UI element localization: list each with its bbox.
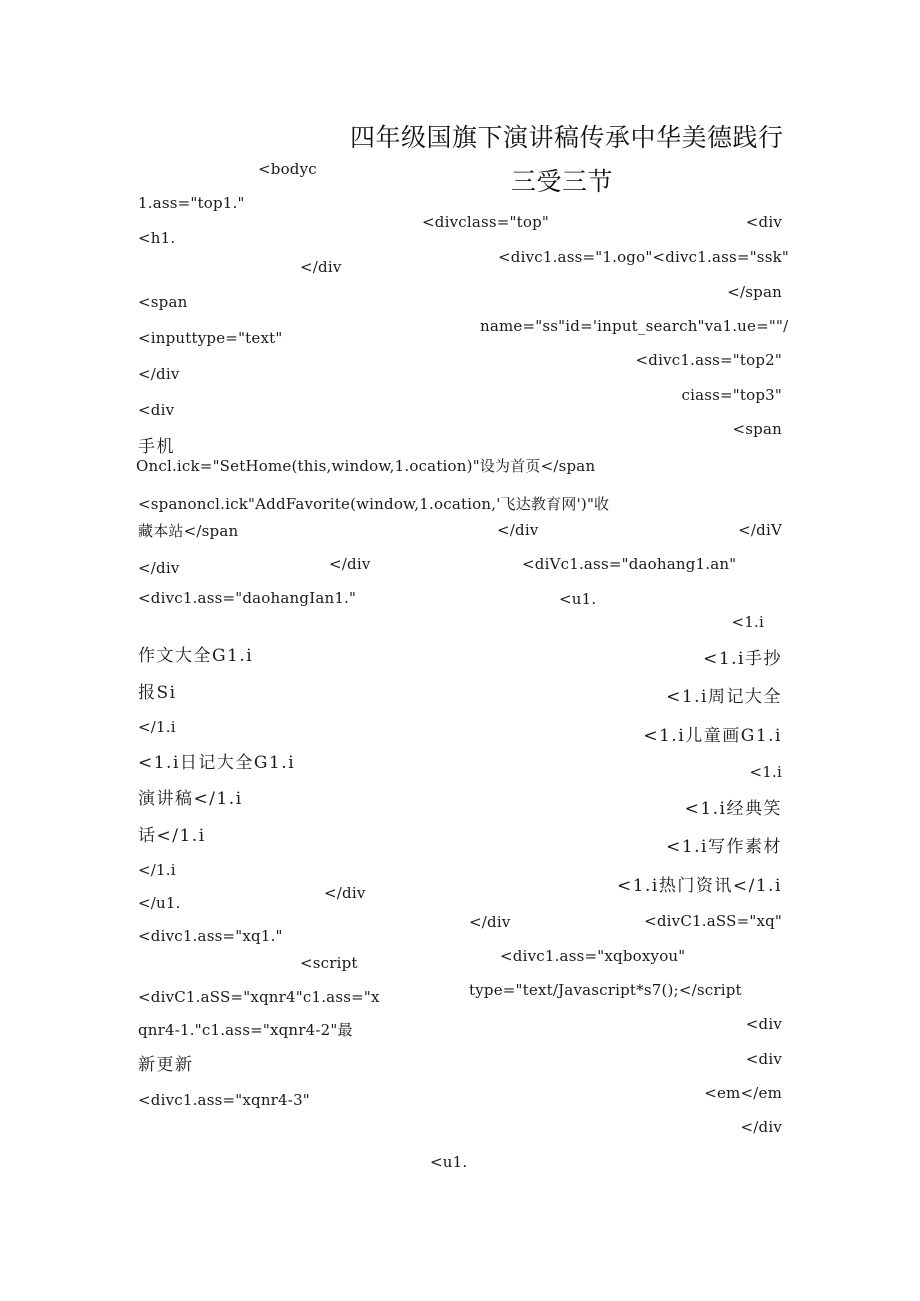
text-line: ciass="top3" — [681, 386, 782, 404]
text-line: <div — [745, 213, 782, 231]
text-line: <script — [300, 954, 358, 972]
text-line: <1.i — [731, 613, 764, 631]
text-line: </div — [497, 521, 539, 539]
text-line: <h1. — [138, 229, 176, 247]
text-line: qnr4-1."c1.ass="xqnr4-2"最 — [138, 1021, 353, 1039]
text-line: 手机 — [138, 437, 175, 457]
text-line: <div — [745, 1015, 782, 1033]
text-line: <divc1.ass="daohangIan1." — [138, 589, 357, 607]
text-line: </div — [300, 258, 342, 276]
title-line-1: 四年级国旗下演讲稿传承中华美德践行 — [350, 123, 784, 152]
text-line: 报Si — [138, 683, 177, 703]
text-line: 演讲稿</1.i — [138, 789, 243, 809]
text-line: <1.i — [749, 763, 782, 781]
text-line: <1.i儿童画G1.i — [643, 726, 782, 746]
text-line: <divC1.aSS="xq" — [644, 912, 782, 930]
text-line: <divc1.ass="xqnr4-3" — [138, 1091, 310, 1109]
text-line: </div — [138, 559, 180, 577]
text-line: <divc1.ass="1.ogo"<divc1.ass="ssk" — [498, 248, 789, 266]
text-line: <div — [138, 401, 175, 419]
text-line: 作文大全G1.i — [138, 646, 254, 666]
text-line: </div — [329, 555, 371, 573]
text-line: <inputtype="text" — [138, 329, 283, 347]
text-line: <divclass="top" — [422, 213, 550, 231]
text-line: 话</1.i — [138, 826, 206, 846]
text-line: <div — [745, 1050, 782, 1068]
text-line: <u1. — [430, 1153, 468, 1171]
text-line: </diV — [738, 521, 782, 539]
text-line: </div — [324, 884, 366, 902]
text-line: 1.ass="top1." — [138, 194, 245, 212]
text-line: <bodyc — [258, 160, 317, 178]
text-line: 新更新 — [138, 1055, 194, 1075]
text-line: <divc1.ass="top2" — [635, 351, 782, 369]
title-line-2: 三受三节 — [511, 167, 614, 196]
text-line: </span — [727, 283, 782, 301]
text-line: <1.i周记大全 — [666, 687, 782, 707]
text-line: </div — [138, 365, 180, 383]
text-line: </1.i — [138, 718, 176, 736]
text-line: </div — [740, 1118, 782, 1136]
text-line: </div — [469, 913, 511, 931]
text-line: <spanoncl.ick"AddFavorite(window,1.ocation,'飞达教育网')"收 — [138, 495, 610, 513]
text-line: <span — [732, 420, 782, 438]
text-line: <u1. — [559, 590, 597, 608]
text-line: <1.i手抄 — [703, 649, 782, 669]
text-line: <1.i日记大全G1.i — [138, 753, 296, 773]
text-line: </u1. — [138, 894, 181, 912]
text-line: </1.i — [138, 861, 176, 879]
text-line: <divc1.ass="xq1." — [138, 927, 283, 945]
text-line: <span — [138, 293, 188, 311]
text-line: type="text/Javascript*s7();</script — [469, 981, 742, 999]
text-line: <diVc1.ass="daohang1.an" — [522, 555, 737, 573]
text-line: <1.i写作素材 — [666, 837, 782, 857]
text-line: <1.i经典笑 — [684, 799, 782, 819]
text-line: name="ss"id='input_search"va1.ue=""/ — [480, 317, 789, 335]
text-line: <em</em — [704, 1084, 782, 1102]
text-line: <divC1.aSS="xqnr4"c1.ass="x — [138, 988, 380, 1006]
text-line: 藏本站</span — [138, 522, 239, 540]
text-line: Oncl.ick="SetHome(this,window,1.ocation)"设为首页</span — [136, 457, 596, 475]
text-line: <1.i热门资讯</1.i — [616, 876, 782, 896]
text-line: <divc1.ass="xqboxyou" — [500, 947, 686, 965]
